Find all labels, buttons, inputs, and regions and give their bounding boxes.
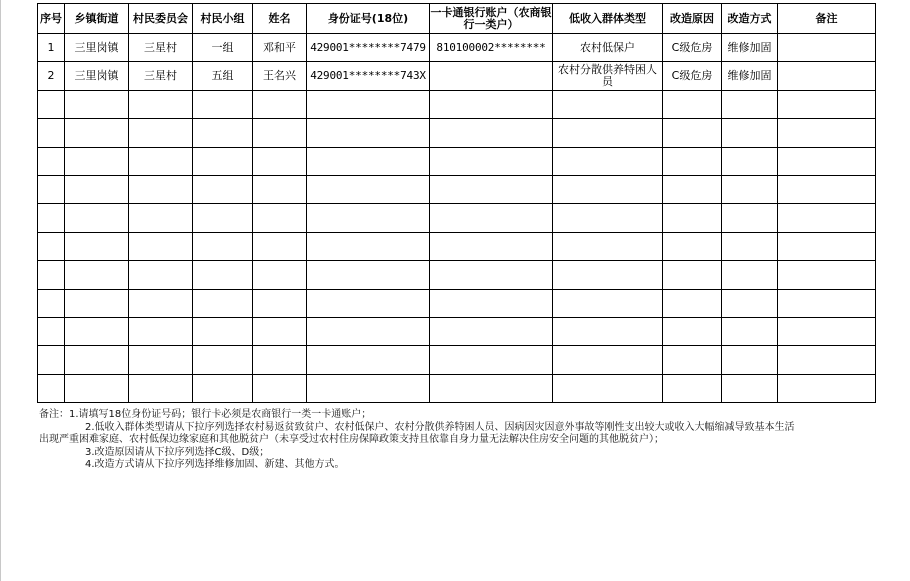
cell-township[interactable]: 三里岗镇: [65, 34, 129, 62]
table-row: [38, 62, 876, 90]
cell-low-income-type[interactable]: [553, 119, 663, 147]
cell-low-income-type[interactable]: [553, 175, 663, 203]
table-row: [38, 261, 876, 289]
cell-id-number[interactable]: 429001********743X: [307, 62, 430, 90]
cell-low-income-type[interactable]: [553, 232, 663, 260]
cell-renovation-reason[interactable]: C级危房: [663, 34, 722, 62]
cell-name[interactable]: [253, 317, 307, 345]
cell-renovation-reason[interactable]: [663, 317, 722, 345]
cell-remarks[interactable]: [778, 374, 876, 402]
cell-id-number[interactable]: [307, 119, 430, 147]
table-row: [38, 289, 876, 317]
cell-village-group[interactable]: [193, 90, 253, 118]
cell-remarks[interactable]: [778, 119, 876, 147]
table-row: [38, 204, 876, 232]
cell-bank-account[interactable]: [430, 374, 553, 402]
cell-bank-account[interactable]: [430, 261, 553, 289]
cell-renovation-method[interactable]: 维修加固: [722, 34, 778, 62]
cell-renovation-method[interactable]: [722, 374, 778, 402]
cell-remarks[interactable]: [778, 147, 876, 175]
header-cell-village-committee: 村民委员会: [129, 4, 193, 34]
header-cell-township: 乡镇街道: [65, 4, 129, 34]
page-left-border: [0, 0, 1, 581]
header-cell-name: 姓名: [253, 4, 307, 34]
cell-id-number[interactable]: [307, 90, 430, 118]
cell-village-committee[interactable]: [129, 374, 193, 402]
cell-low-income-type[interactable]: 农村分散供养特困人员: [553, 62, 663, 90]
cell-name[interactable]: [253, 90, 307, 118]
cell-renovation-method[interactable]: 维修加固: [722, 62, 778, 90]
cell-name[interactable]: [253, 147, 307, 175]
cell-bank-account[interactable]: [430, 175, 553, 203]
cell-index[interactable]: 1: [38, 34, 65, 62]
cell-renovation-method[interactable]: [722, 90, 778, 118]
table-row: [38, 147, 876, 175]
cell-village-group[interactable]: [193, 175, 253, 203]
cell-township[interactable]: [65, 147, 129, 175]
cell-township[interactable]: [65, 346, 129, 374]
cell-id-number[interactable]: [307, 317, 430, 345]
note-line: 备注：1.请填写18位身份证号码；银行卡必须是农商银行一类一卡通账户；: [39, 409, 372, 420]
cell-id-number[interactable]: [307, 261, 430, 289]
cell-bank-account[interactable]: [430, 204, 553, 232]
cell-remarks[interactable]: [778, 232, 876, 260]
cell-village-group[interactable]: [193, 346, 253, 374]
cell-village-committee[interactable]: [129, 204, 193, 232]
cell-name[interactable]: 邓和平: [253, 34, 307, 62]
cell-name[interactable]: [253, 261, 307, 289]
cell-township[interactable]: [65, 175, 129, 203]
cell-bank-account[interactable]: 810100002********: [430, 34, 553, 62]
cell-index[interactable]: [38, 374, 65, 402]
cell-bank-account[interactable]: [430, 62, 553, 90]
cell-village-committee[interactable]: 三星村: [129, 34, 193, 62]
cell-renovation-reason[interactable]: [663, 346, 722, 374]
cell-low-income-type[interactable]: [553, 147, 663, 175]
cell-bank-account[interactable]: [430, 346, 553, 374]
header-cell-id-number: 身份证号(18位): [307, 4, 430, 34]
table-row: [38, 175, 876, 203]
cell-id-number[interactable]: [307, 175, 430, 203]
cell-renovation-reason[interactable]: [663, 232, 722, 260]
data-table: [37, 3, 876, 403]
cell-township[interactable]: [65, 374, 129, 402]
cell-village-committee[interactable]: [129, 317, 193, 345]
cell-name[interactable]: [253, 346, 307, 374]
cell-village-committee[interactable]: [129, 232, 193, 260]
cell-township[interactable]: [65, 232, 129, 260]
cell-id-number[interactable]: [307, 204, 430, 232]
cell-village-committee[interactable]: [129, 90, 193, 118]
cell-village-group[interactable]: 五组: [193, 62, 253, 90]
cell-village-committee[interactable]: [129, 289, 193, 317]
cell-low-income-type[interactable]: 农村低保户: [553, 34, 663, 62]
cell-bank-account[interactable]: [430, 232, 553, 260]
cell-id-number[interactable]: [307, 232, 430, 260]
cell-renovation-reason[interactable]: [663, 175, 722, 203]
cell-low-income-type[interactable]: [553, 374, 663, 402]
cell-low-income-type[interactable]: [553, 346, 663, 374]
cell-name[interactable]: [253, 374, 307, 402]
cell-bank-account[interactable]: [430, 90, 553, 118]
cell-index[interactable]: [38, 317, 65, 345]
cell-village-committee[interactable]: [129, 119, 193, 147]
cell-village-committee[interactable]: [129, 261, 193, 289]
cell-renovation-method[interactable]: [722, 175, 778, 203]
cell-renovation-reason[interactable]: [663, 147, 722, 175]
cell-village-group[interactable]: [193, 147, 253, 175]
cell-township[interactable]: 三里岗镇: [65, 62, 129, 90]
cell-id-number[interactable]: [307, 374, 430, 402]
cell-township[interactable]: [65, 261, 129, 289]
table-row: [38, 346, 876, 374]
cell-low-income-type[interactable]: [553, 289, 663, 317]
table-row: [38, 34, 876, 62]
note-line: 4.改造方式请从下拉序列选择维修加固、新建、其他方式。: [85, 459, 345, 470]
cell-renovation-method[interactable]: [722, 232, 778, 260]
header-cell-low-income-type: 低收入群体类型: [553, 4, 663, 34]
cell-township[interactable]: [65, 204, 129, 232]
cell-village-committee[interactable]: [129, 175, 193, 203]
cell-renovation-method[interactable]: [722, 261, 778, 289]
cell-bank-account[interactable]: [430, 317, 553, 345]
cell-index[interactable]: [38, 90, 65, 118]
cell-index[interactable]: [38, 175, 65, 203]
notes-block: [39, 409, 879, 472]
cell-village-group[interactable]: 一组: [193, 34, 253, 62]
cell-remarks[interactable]: [778, 62, 876, 90]
cell-index[interactable]: [38, 232, 65, 260]
cell-village-group[interactable]: [193, 119, 253, 147]
cell-township[interactable]: [65, 317, 129, 345]
cell-remarks[interactable]: [778, 90, 876, 118]
cell-remarks[interactable]: [778, 346, 876, 374]
cell-remarks[interactable]: [778, 175, 876, 203]
cell-remarks[interactable]: [778, 204, 876, 232]
cell-renovation-method[interactable]: [722, 204, 778, 232]
cell-name[interactable]: [253, 289, 307, 317]
cell-renovation-reason[interactable]: [663, 289, 722, 317]
cell-renovation-method[interactable]: [722, 346, 778, 374]
cell-low-income-type[interactable]: [553, 317, 663, 345]
cell-bank-account[interactable]: [430, 147, 553, 175]
cell-renovation-method[interactable]: [722, 317, 778, 345]
cell-name[interactable]: [253, 175, 307, 203]
cell-village-group[interactable]: [193, 261, 253, 289]
table-row: [38, 317, 876, 345]
cell-remarks[interactable]: [778, 317, 876, 345]
cell-renovation-reason[interactable]: [663, 374, 722, 402]
cell-village-committee[interactable]: [129, 147, 193, 175]
table-row: [38, 119, 876, 147]
cell-village-committee[interactable]: [129, 346, 193, 374]
cell-index[interactable]: 2: [38, 62, 65, 90]
table-row: [38, 374, 876, 402]
cell-township[interactable]: [65, 289, 129, 317]
cell-village-group[interactable]: [193, 232, 253, 260]
table-body: [38, 34, 876, 403]
cell-name[interactable]: [253, 232, 307, 260]
cell-name[interactable]: [253, 204, 307, 232]
cell-remarks[interactable]: [778, 289, 876, 317]
cell-remarks[interactable]: [778, 34, 876, 62]
cell-low-income-type[interactable]: [553, 261, 663, 289]
cell-renovation-method[interactable]: [722, 119, 778, 147]
table-row: [38, 90, 876, 118]
cell-renovation-reason[interactable]: [663, 261, 722, 289]
table-header-row: [38, 4, 876, 34]
cell-index[interactable]: [38, 204, 65, 232]
cell-low-income-type[interactable]: [553, 204, 663, 232]
cell-name[interactable]: [253, 119, 307, 147]
cell-township[interactable]: [65, 90, 129, 118]
table-row: [38, 232, 876, 260]
cell-index[interactable]: [38, 261, 65, 289]
cell-village-group[interactable]: [193, 374, 253, 402]
cell-id-number[interactable]: [307, 147, 430, 175]
header-cell-bank-account: 一卡通银行账户（农商银行一类户）: [430, 4, 553, 34]
cell-index[interactable]: [38, 289, 65, 317]
cell-id-number[interactable]: [307, 346, 430, 374]
note-line: 出现严重困难家庭、农村低保边缘家庭和其他脱贫户（未享受过农村住房保障政策支持且依靠自身力量无法解决住房安全问题的其他脱贫户）；: [39, 434, 664, 445]
cell-renovation-reason[interactable]: [663, 204, 722, 232]
cell-remarks[interactable]: [778, 261, 876, 289]
cell-township[interactable]: [65, 119, 129, 147]
cell-renovation-method[interactable]: [722, 289, 778, 317]
cell-village-committee[interactable]: 三星村: [129, 62, 193, 90]
cell-renovation-reason[interactable]: [663, 119, 722, 147]
cell-bank-account[interactable]: [430, 289, 553, 317]
cell-village-group[interactable]: [193, 289, 253, 317]
cell-index[interactable]: [38, 346, 65, 374]
cell-renovation-method[interactable]: [722, 147, 778, 175]
cell-name[interactable]: 王名兴: [253, 62, 307, 90]
cell-index[interactable]: [38, 147, 65, 175]
cell-low-income-type[interactable]: [553, 90, 663, 118]
cell-village-group[interactable]: [193, 204, 253, 232]
header-cell-renovation-reason: 改造原因: [663, 4, 722, 34]
header-cell-renovation-method: 改造方式: [722, 4, 778, 34]
header-cell-village-group: 村民小组: [193, 4, 253, 34]
cell-renovation-reason[interactable]: [663, 90, 722, 118]
cell-village-group[interactable]: [193, 317, 253, 345]
cell-id-number[interactable]: 429001********7479: [307, 34, 430, 62]
note-line: 3.改造原因请从下拉序列选择C级、D级；: [85, 446, 270, 458]
cell-bank-account[interactable]: [430, 119, 553, 147]
cell-renovation-reason[interactable]: C级危房: [663, 62, 722, 90]
cell-index[interactable]: [38, 119, 65, 147]
header-cell-index: 序号: [38, 4, 65, 34]
header-cell-remarks: 备注: [778, 4, 876, 34]
note-line: 2.低收入群体类型请从下拉序列选择农村易返贫致贫户、农村低保户、农村分散供养特困人员、因病因灾因意外事故等刚性支出较大或收入大幅缩减导致基本生活: [85, 421, 795, 433]
cell-id-number[interactable]: [307, 289, 430, 317]
